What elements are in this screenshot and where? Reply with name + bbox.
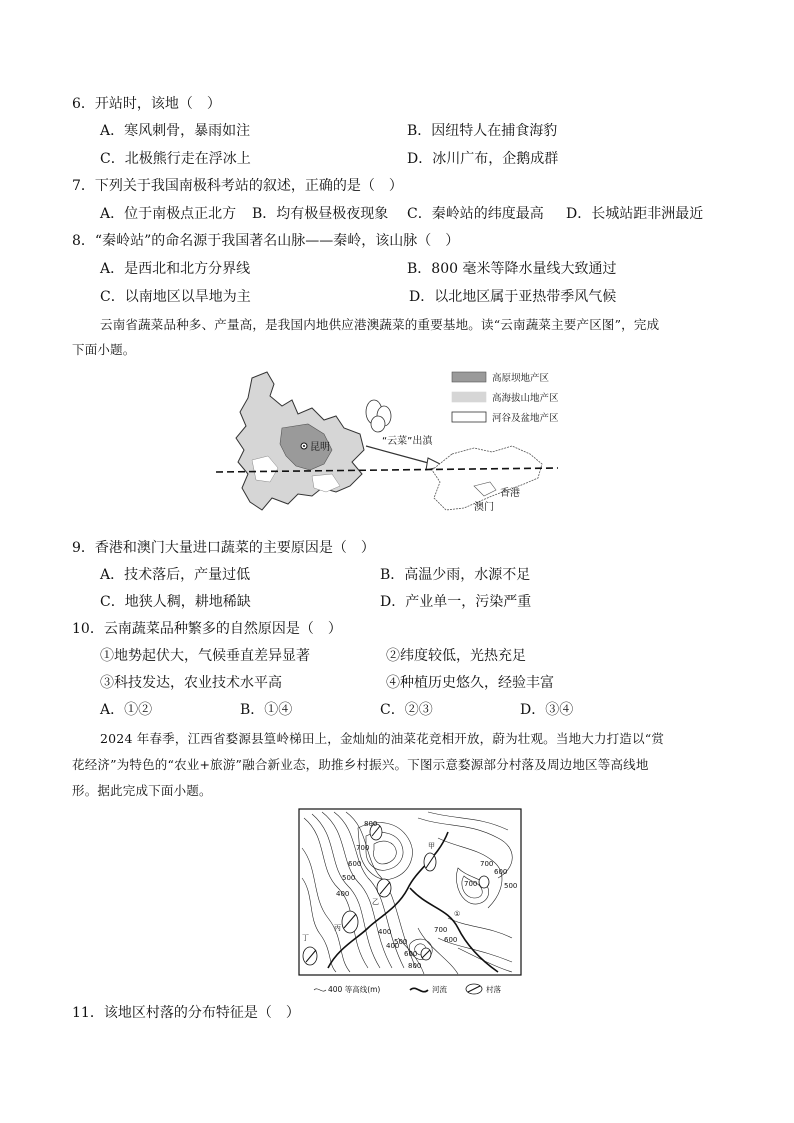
map-legend (452, 372, 559, 424)
point-label-1: ① (454, 910, 461, 918)
q10-option-c: C．②③ (380, 702, 433, 718)
contour-label: 700 (480, 860, 494, 868)
q9-option-c: C．地狭人稠，耕地稀缺 (100, 594, 251, 610)
passage-2-line-3: 形。据此完成下面小题。 (72, 783, 212, 798)
legend-high-mountain: 高海拔山地产区 (492, 393, 559, 404)
q8-option-b: B．800 毫米等降水量线大致通过 (407, 261, 617, 277)
question-8-stem: 8．“秦岭站”的命名源于我国著名山脉——秦岭，该山脉（ ） (72, 233, 460, 249)
legend-village: 村落 (486, 985, 501, 994)
topo-legend (314, 984, 501, 994)
passage-2-line-2: 花经济”为特色的“农业+旅游”融合新业态，助推乡村振兴。下图示意婺源部分村落及周边地区等高线地 (72, 757, 649, 772)
q6-option-d: D．冰川广布，企鹅成群 (407, 151, 559, 167)
q10-statement-2: ②纬度较低，光热充足 (386, 648, 526, 664)
contour-label: 800 (364, 820, 378, 828)
q8-option-a: A．是西北和北方分界线 (100, 261, 251, 277)
contour-label: 800 (408, 962, 422, 970)
q10-option-b: B．①④ (240, 702, 293, 718)
contour-label: 500 (342, 874, 356, 882)
q10-statement-1: ①地势起伏大，气候垂直差异显著 (100, 648, 310, 664)
q10-option-d: D．③④ (520, 702, 574, 718)
contour-label: 700 (434, 926, 448, 934)
q8-option-c: C．以南地区以旱地为主 (100, 289, 251, 305)
contour-label: 400 (386, 942, 400, 950)
arrow-label: “云菜”出滇 (382, 436, 433, 447)
passage-2-line-1: 2024 年春季，江西省婺源县篁岭梯田上，金灿灿的油菜花竞相开放，蔚为壮观。当地大力打造以“赏 (100, 731, 665, 746)
q10-option-a: A．①② (100, 702, 153, 718)
legend-river: 河流 (432, 985, 447, 994)
guangdong-outline (432, 446, 542, 510)
kunming-label: 昆明 (310, 442, 330, 453)
question-6-stem: 6．开站时，该地（ ） (72, 96, 221, 112)
point-label-ding: 丁 (302, 934, 309, 942)
legend-contour: 400 等高线(m) (328, 985, 381, 994)
q6-option-b: B．因纽特人在捕食海豹 (407, 123, 558, 139)
yunnan-vegetable-map (212, 364, 562, 526)
q7-option-d: D．长城站距非洲最近 (566, 206, 704, 222)
passage-1-line-1: 云南省蔬菜品种多、产量高，是我国内地供应港澳蔬菜的重要基地。读“云南蔬菜主要产区图”，完成 (100, 317, 660, 332)
q9-option-d: D．产业单一，污染严重 (380, 594, 532, 610)
contour-label: 600 (494, 868, 508, 876)
q6-option-a: A．寒风刺骨，暴雨如注 (100, 123, 251, 139)
contour-label: 500 (504, 882, 518, 890)
q7-option-c: C．秦岭站的纬度最高 (407, 206, 544, 222)
q7-option-a: A．位于南极点正北方 (100, 206, 237, 222)
q7-option-b: B．均有极昼极夜现象 (252, 206, 389, 222)
contour-label: 400 (336, 890, 350, 898)
hongkong-label: 香港 (500, 488, 520, 499)
point-label-jia: 甲 (428, 842, 435, 850)
q9-option-b: B．高温少雨，水源不足 (380, 567, 531, 583)
contour-label: 400 (378, 928, 392, 936)
legend-valley: 河谷及盆地产区 (492, 413, 559, 424)
contour-label: 700 (464, 880, 478, 888)
point-label-yi: 乙 (372, 898, 379, 906)
passage-1-line-2: 下面小题。 (72, 342, 136, 357)
contour-label: 700 (356, 844, 370, 852)
vegetable-icon (366, 400, 391, 432)
q10-statement-3: ③科技发达，农业技术水平高 (100, 675, 282, 691)
q8-option-d: D．以北地区属于亚热带季风气候 (409, 289, 617, 305)
question-9-stem: 9．香港和澳门大量进口蔬菜的主要原因是（ ） (72, 540, 375, 556)
legend-plateau: 高原坝地产区 (492, 373, 550, 384)
q10-statement-4: ④种植历史悠久，经验丰富 (386, 675, 554, 691)
export-arrow (366, 446, 432, 464)
contour-label: 600 (348, 860, 362, 868)
point-label-bing: 丙 (334, 924, 341, 932)
q6-option-c: C．北极熊行走在浮冰上 (100, 151, 251, 167)
question-7-stem: 7．下列关于我国南极科考站的叙述，正确的是（ ） (72, 178, 403, 194)
q9-option-a: A．技术落后，产量过低 (100, 567, 251, 583)
macau-label: 澳门 (474, 502, 494, 513)
contour-label: 600 (444, 936, 458, 944)
question-11-stem: 11．该地区村落的分布特征是（ ） (72, 1005, 300, 1021)
contour-label: 500 (394, 938, 408, 946)
topographic-map (298, 808, 522, 998)
question-10-stem: 10．云南蔬菜品种繁多的自然原因是（ ） (72, 621, 342, 637)
contour-label: 600 (404, 950, 418, 958)
